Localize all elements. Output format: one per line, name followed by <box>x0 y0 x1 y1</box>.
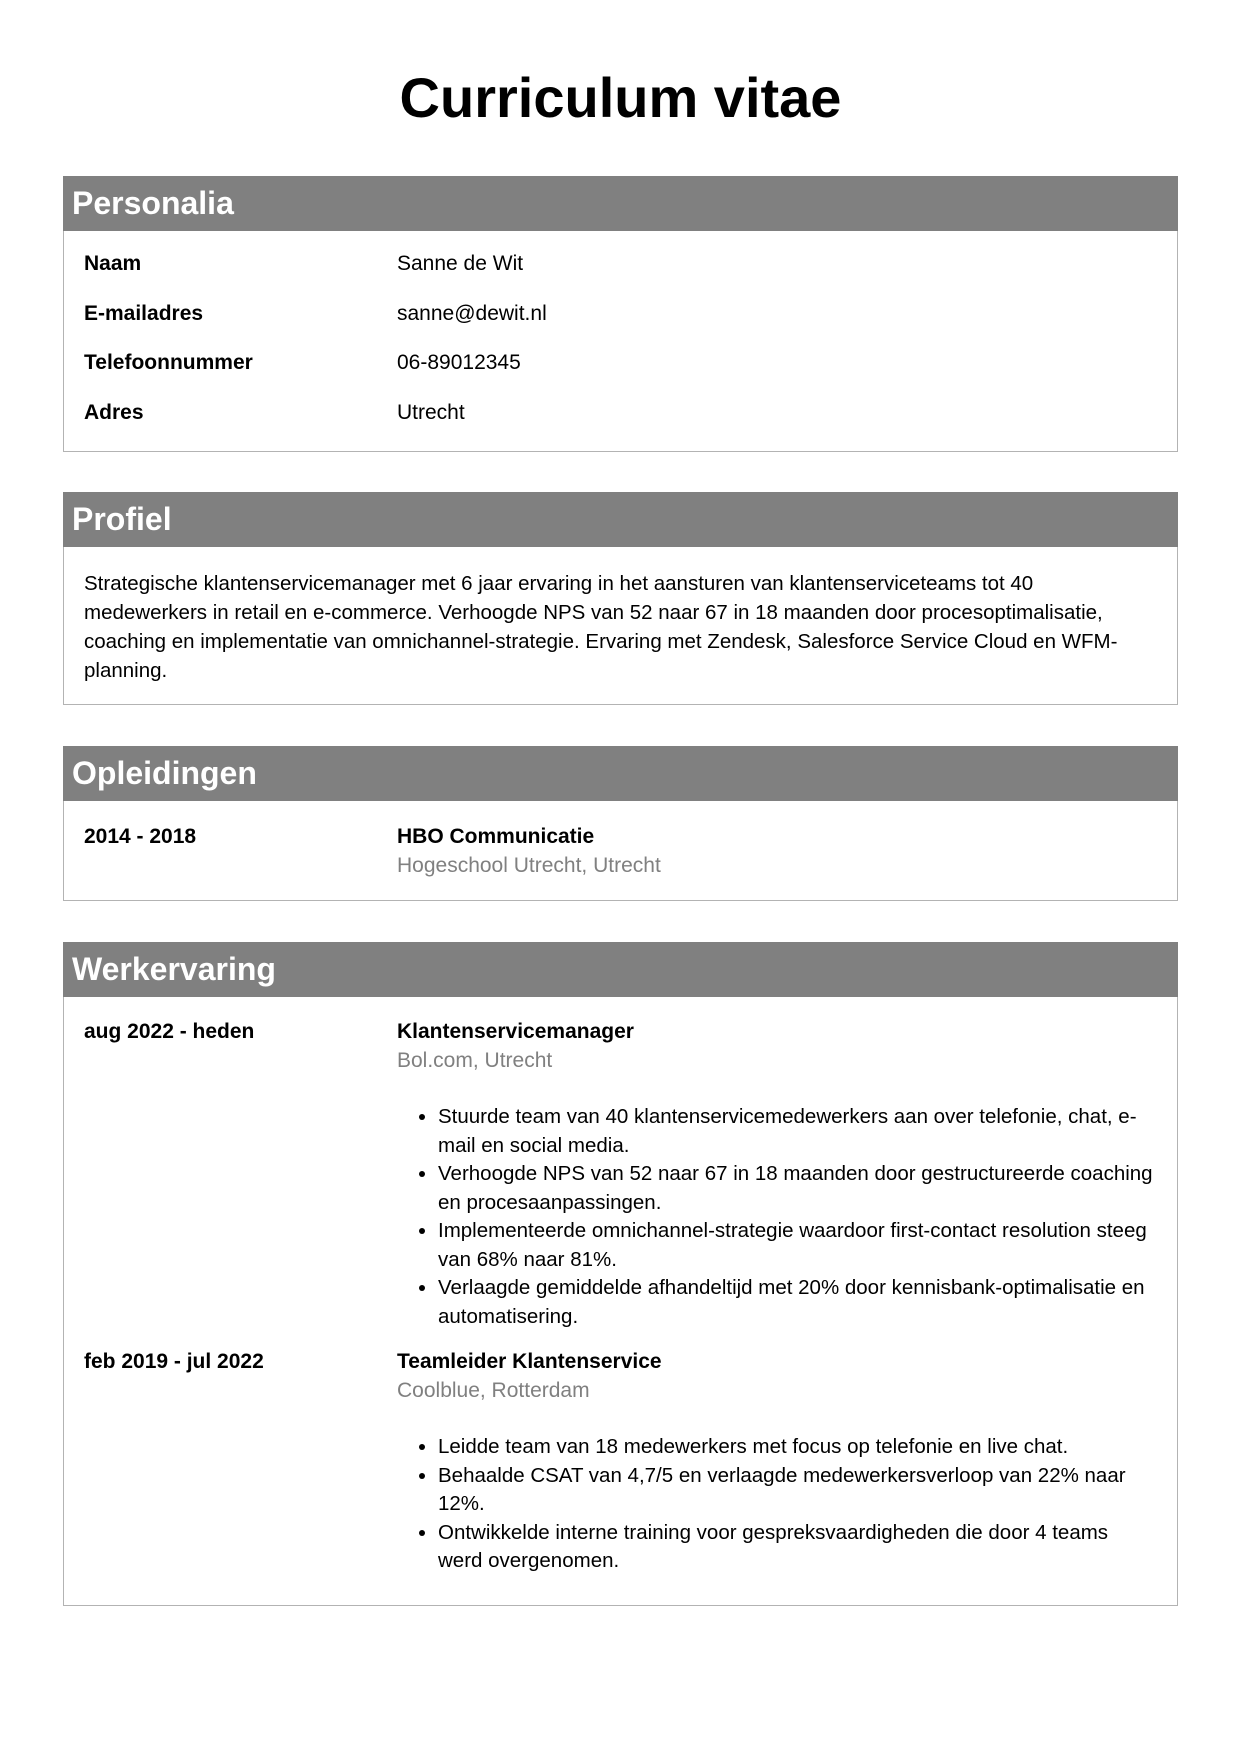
personalia-value: Sanne de Wit <box>397 252 524 275</box>
job-bullet: • Stuurde team van 40 klantenservicemedewerkers aan over telefonie, chat, e-mail en social media. <box>438 1103 1157 1160</box>
personalia-label: Naam <box>84 252 142 275</box>
personalia-row-email <box>84 299 1157 349</box>
section-header-personalia: Personalia <box>63 176 1178 231</box>
personalia-row-adres <box>84 398 1157 448</box>
job-period: aug 2022 - heden <box>84 1020 255 1043</box>
job-bullet: • Ontwikkelde interne training voor gespreksvaardigheden die door 4 teams werd overgenomen. <box>438 1519 1157 1576</box>
job-bullet: • Implementeerde omnichannel-strategie waardoor first-contact resolution steeg van 68% naar 81%. <box>438 1217 1157 1274</box>
job-entry <box>84 1347 1157 1576</box>
personalia-label: Adres <box>84 400 144 424</box>
section-profiel <box>63 492 1178 705</box>
personalia-value: Utrecht <box>397 400 465 424</box>
personalia-label: Telefoonnummer <box>84 351 253 374</box>
section-personalia <box>63 176 1178 452</box>
section-header-werkervaring: Werkervaring <box>63 942 1178 997</box>
job-bullet: • Verlaagde gemiddelde afhandeltijd met 20% door kennisbank-optimalisatie en automatisering. <box>438 1274 1157 1331</box>
section-header-opleidingen: Opleidingen <box>63 746 1178 801</box>
education-institution: Hogeschool Utrecht, Utrecht <box>397 854 661 877</box>
education-entry <box>84 822 1157 880</box>
personalia-row-naam <box>84 249 1157 299</box>
job-entry <box>84 1017 1157 1331</box>
job-employer: Bol.com, Utrecht <box>397 1049 553 1072</box>
education-period: 2014 - 2018 <box>84 825 197 848</box>
personalia-value: 06-89012345 <box>397 351 521 374</box>
job-bullets <box>397 1433 1157 1576</box>
personalia-value: sanne@dewit.nl <box>397 301 547 325</box>
profile-text: Strategische klantenservicemanager met 6 jaar ervaring in het aansturen van klantenserviceteams tot 40 medewerkers in retail en e-commerce. Verhoogde NPS van 52 naar 67 in 18 maanden door procesoptimalisatie, coaching en implementatie van omnichannel-strategie. Ervaring met Zendesk, Salesforce Service Cloud en WFM-planning. <box>84 572 1118 682</box>
job-bullets <box>397 1103 1157 1331</box>
page-title: Curriculum vitae <box>399 66 842 129</box>
job-employer: Coolblue, Rotterdam <box>397 1379 590 1402</box>
job-title: Teamleider Klantenservice <box>397 1350 662 1373</box>
job-bullet: • Verhoogde NPS van 52 naar 67 in 18 maanden door gestructureerde coaching en procesaanpassingen. <box>438 1160 1157 1217</box>
job-bullet: • Leidde team van 18 medewerkers met focus op telefonie en live chat. <box>438 1433 1157 1462</box>
personalia-row-telefoon <box>84 348 1157 398</box>
education-title: HBO Communicatie <box>397 825 595 848</box>
section-header-profiel: Profiel <box>63 492 1178 547</box>
job-bullet: • Behaalde CSAT van 4,7/5 en verlaagde medewerkersverloop van 22% naar 12%. <box>438 1462 1157 1519</box>
job-period: feb 2019 - jul 2022 <box>84 1350 264 1373</box>
section-opleidingen <box>63 746 1178 901</box>
job-title: Klantenservicemanager <box>397 1020 634 1043</box>
section-werkervaring <box>63 942 1178 1606</box>
personalia-label: E-mailadres <box>84 301 204 325</box>
